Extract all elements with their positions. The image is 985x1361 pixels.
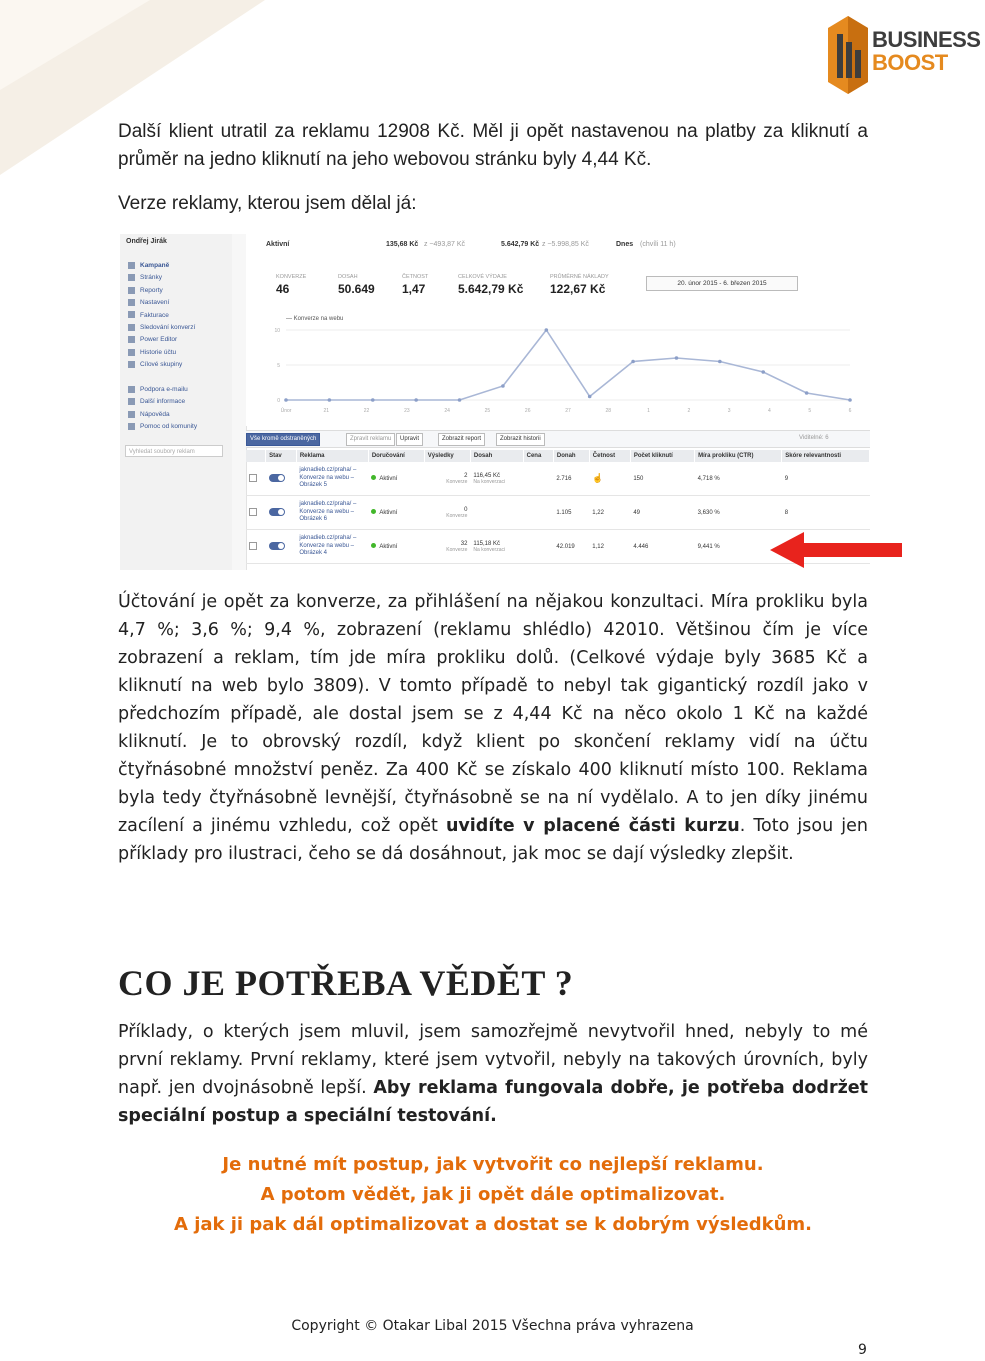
fb-menu-item[interactable]: Další informace <box>128 396 197 408</box>
modify-button[interactable]: Upravit <box>396 433 423 446</box>
status-dot-icon <box>371 509 376 514</box>
process-emphasis: Aby reklama fungovala dobře, je potřeba dodržet speciální postup a speciální testování. <box>118 1078 868 1126</box>
chart-legend: — Konverze na webu <box>286 316 344 322</box>
settings-icon <box>128 299 135 306</box>
info-icon <box>128 398 135 405</box>
page-number: 9 <box>858 1342 867 1358</box>
spend-value: 135,68 Kč <box>386 241 419 248</box>
x-tick-label: 28 <box>605 408 612 414</box>
data-point <box>458 398 462 402</box>
highlight-line: A potom vědět, jak ji opět dále optimalizovat. <box>260 1184 726 1205</box>
col-results[interactable]: Výsledky <box>424 450 470 462</box>
today-note: (chvíli 11 h) <box>640 241 676 248</box>
pages-icon <box>128 274 135 281</box>
x-tick-label: 2 <box>687 408 691 414</box>
community-icon <box>128 423 135 430</box>
line-chart-svg <box>246 308 870 426</box>
data-point <box>501 384 505 388</box>
data-point <box>588 395 592 399</box>
row-ad-name[interactable]: jaknadieb.cz/praha/ – Konverze na webu – Obrázek 5 <box>296 462 368 496</box>
row-toggle[interactable] <box>269 508 285 516</box>
x-tick-label: Únor <box>280 408 292 414</box>
x-tick-label: 1 <box>647 408 650 414</box>
x-tick-label: 3 <box>727 408 731 414</box>
fb-menu-item[interactable]: Pomoc od komunity <box>128 421 197 433</box>
stat-frequency: ČETNOST 1,47 <box>402 274 429 296</box>
y-tick-label: 0 <box>277 398 280 404</box>
data-point <box>718 360 722 364</box>
highlight-line: A jak ji pak dál optimalizovat a dostat se k dobrým výsledkům. <box>174 1214 812 1235</box>
fb-menu-item[interactable]: Nápověda <box>128 409 197 421</box>
paragraph-examples: Příklady, o kterých jsem mluvil, jsem samozřejmě nevytvořil hned, nebyly to mé první reklamy. První reklamy, které jsem vytvořil, nebyly na takových úrovních, byly např. jen dvojnásobně lepší. Aby reklama fungovala dobře, je potřeba dodržet speciální postup a speciální testování. <box>118 1022 868 1126</box>
cursor-icon: ☝ <box>592 473 604 483</box>
x-tick-label: 4 <box>768 408 771 414</box>
total-value: 5.642,79 Kč <box>501 241 540 248</box>
col-ctr[interactable]: Míra prokliku (CTR) <box>695 450 782 462</box>
copyright-footer: Copyright © Otakar Libal 2015 Všechna práva vyhrazena <box>291 1318 694 1334</box>
y-tick-label: 10 <box>274 328 280 334</box>
row-ad-name[interactable]: jaknadieb.cz/praha/ – Konverze na webu – Obrázek 4 <box>296 530 368 564</box>
course-emphasis: uvidíte v placené části kurzu <box>445 816 740 836</box>
section-heading: CO JE POTŘEBA VĚDĚT ? <box>118 963 574 1003</box>
stat-avg-cost: PRŮMĚRNÉ NÁKLADY 122,67 Kč <box>550 274 609 296</box>
fb-rail <box>232 234 247 570</box>
row-checkbox[interactable] <box>249 474 257 482</box>
filter-dropdown[interactable]: Vše kromě odstraněných <box>246 433 320 446</box>
x-tick-label: 23 <box>404 408 410 414</box>
red-arrow-icon <box>766 530 906 570</box>
view-report-button[interactable]: Zobrazit report <box>438 433 485 446</box>
fb-menu-item[interactable]: Reporty <box>128 285 195 297</box>
stat-reach: DOSAH 50.649 <box>338 274 375 296</box>
fb-user-name: Ondřej Jirák <box>126 238 167 245</box>
fb-line-chart <box>246 308 870 426</box>
col-status[interactable]: Stav <box>266 450 297 462</box>
row-checkbox[interactable] <box>249 542 257 550</box>
fb-side-search[interactable]: Vyhledat soubory reklam <box>125 445 223 457</box>
col-delivery[interactable]: Doručování <box>368 450 424 462</box>
reports-icon <box>128 287 135 294</box>
row-toggle[interactable] <box>269 474 285 482</box>
fb-stats <box>246 258 870 308</box>
col-price[interactable]: Cena <box>523 450 553 462</box>
fb-toolbar <box>246 430 870 448</box>
logo-line-2: BOOST <box>872 50 948 75</box>
fb-menu <box>128 260 195 372</box>
fb-menu-item[interactable]: Power Editor <box>128 334 195 346</box>
x-tick-label: 5 <box>808 408 812 414</box>
data-point <box>414 398 418 402</box>
visible-count: Viditelné: 6 <box>799 435 829 441</box>
x-tick-label: 25 <box>484 408 491 414</box>
x-tick-label: 6 <box>848 408 852 414</box>
x-tick-label: 26 <box>524 408 531 414</box>
data-point <box>675 356 679 360</box>
table-row[interactable]: jaknadieb.cz/praha/ – Konverze na webu – Obrázek 6 Aktivní 0 Konverze 1.105 1,22 49 3,630 % 8 <box>246 496 870 530</box>
logo-line-1: BUSINESS <box>872 27 981 52</box>
fb-sidebar <box>120 234 232 570</box>
fb-menu-item[interactable]: Sledování konverzí <box>128 322 195 334</box>
x-tick-label: 24 <box>444 408 450 414</box>
paragraph-version: Verze reklamy, kterou jsem dělal já: <box>118 193 417 214</box>
paragraph-results: Účtování je opět za konverze, za přihlášení na nějakou konzultaci. Míra prokliku byla 4,7 %; 3,6 %; 9,4 %, zobrazení (reklamu shlédlo) 42010. Většinou čím je více zobrazení a reklam, tím jde míra prokliku dolů. (Celkové výdaje byly 3685 Kč a kliknutí na web bylo 3809). V tomto případě to nebyl tak gigantický rozdíl jako v předchozím případě, ale dostal jsem se z 4,44 Kč na něco okolo 1 Kč na každé kliknutí. Je to obrovský rozdíl, když klient po skončení reklamy vidí na účtu čtyřnásobné množství peněz. Za 400 Kč se získalo 400 kliknutí místo 100. Reklama byla tedy čtyřnásobně levnější, čtyřnásobně se na ní vydělalo. A to jen díky jinému zacílení a jinému vzhledu, což opět uvidíte v placené části kurzu. Toto jsou jen příklady pro ilustraci, čeho se dá dosáhnout, jak moc se dají výsledky zlepšit. <box>118 592 869 864</box>
status-label: Aktivní <box>266 241 290 248</box>
row-checkbox[interactable] <box>249 508 257 516</box>
data-point <box>284 398 288 402</box>
data-point <box>761 370 765 374</box>
data-point <box>848 398 852 402</box>
x-tick-label: 22 <box>363 408 370 414</box>
fb-menu-item[interactable]: Stránky <box>128 272 195 284</box>
x-tick-label: 21 <box>323 408 330 414</box>
stat-total-spend: CELKOVÉ VÝDAJE 5.642,79 Kč <box>458 274 524 296</box>
row-ad-name[interactable]: jaknadieb.cz/praha/ – Konverze na webu – Obrázek 6 <box>296 496 368 530</box>
highlight-line: Je nutné mít postup, jak vytvořit co nejlepší reklamu. <box>222 1154 764 1175</box>
data-point <box>328 398 332 402</box>
today-label: Dnes <box>616 241 634 248</box>
data-point <box>371 398 375 402</box>
paragraph-intro: Další klient utratil za reklamu 12908 Kč. Měl ji opět nastavenou na platby za kliknutí a průměr na jedno kliknutí na jeho webovou stránku byly 4,44 Kč. <box>118 121 868 170</box>
ads-manager-screenshot <box>120 234 870 570</box>
spend-note: z ~493,87 Kč <box>424 241 466 248</box>
date-range-picker[interactable]: 20. únor 2015 - 6. březen 2015 <box>646 276 798 291</box>
email-icon <box>128 386 135 393</box>
fb-menu-item[interactable]: Historie účtu <box>128 347 195 359</box>
edit-ad-button[interactable]: Zpravit reklamu <box>346 433 395 446</box>
data-point <box>631 360 635 364</box>
campaign-icon <box>128 262 135 269</box>
col-relevance[interactable]: Skóre relevantnosti <box>782 450 870 462</box>
fb-menu-item[interactable]: Podpora e-mailu <box>128 384 197 396</box>
y-tick-label: 5 <box>277 363 280 369</box>
billing-icon <box>128 311 135 318</box>
total-note: z ~5.998,85 Kč <box>542 241 589 248</box>
power-editor-icon <box>128 336 135 343</box>
fb-menu-item[interactable]: Kampaně <box>128 260 195 272</box>
logo-hexagon-icon <box>826 14 870 96</box>
fb-menu-help <box>128 384 197 434</box>
status-dot-icon <box>371 543 376 548</box>
table-row[interactable]: jaknadieb.cz/praha/ – Konverze na webu – Obrázek 5 Aktivní 2 Konverze 116,45 Kč Na konverzaci 2.716 ☝ 150 4,718 % 9 <box>246 462 870 496</box>
status-dot-icon <box>371 475 376 480</box>
audience-icon <box>128 361 135 368</box>
table-row[interactable]: jaknadieb.cz/praha/ – Konverze na webu – Obrázek 4 Aktivní 32 Konverze 115,18 Kč Na konverzaci 42.019 1,12 4.446 9,441 % <box>246 530 870 564</box>
col-frequency[interactable]: Četnost <box>589 450 630 462</box>
fb-menu-item[interactable]: Cílové skupiny <box>128 359 195 371</box>
conversion-icon <box>128 324 135 331</box>
col-ad[interactable]: Reklama <box>296 450 368 462</box>
fb-menu-item[interactable]: Nastavení <box>128 297 195 309</box>
col-donah[interactable]: Donah <box>553 450 589 462</box>
table-header <box>246 450 870 462</box>
view-history-button[interactable]: Zobrazit historii <box>496 433 545 446</box>
fb-topbar <box>246 234 870 259</box>
stat-conversions: KONVERZE 46 <box>276 274 307 296</box>
col-clicks[interactable]: Počet kliknutí <box>630 450 694 462</box>
row-toggle[interactable] <box>269 542 285 550</box>
fb-menu-item[interactable]: Fakturace <box>128 310 195 322</box>
col-reach[interactable]: Dosah <box>470 450 523 462</box>
history-icon <box>128 349 135 356</box>
business-boost-logo <box>826 14 981 98</box>
highlight-block <box>118 1150 868 1240</box>
data-point <box>545 328 549 332</box>
help-icon <box>128 411 135 418</box>
data-point <box>805 391 809 395</box>
x-tick-label: 27 <box>565 408 571 414</box>
